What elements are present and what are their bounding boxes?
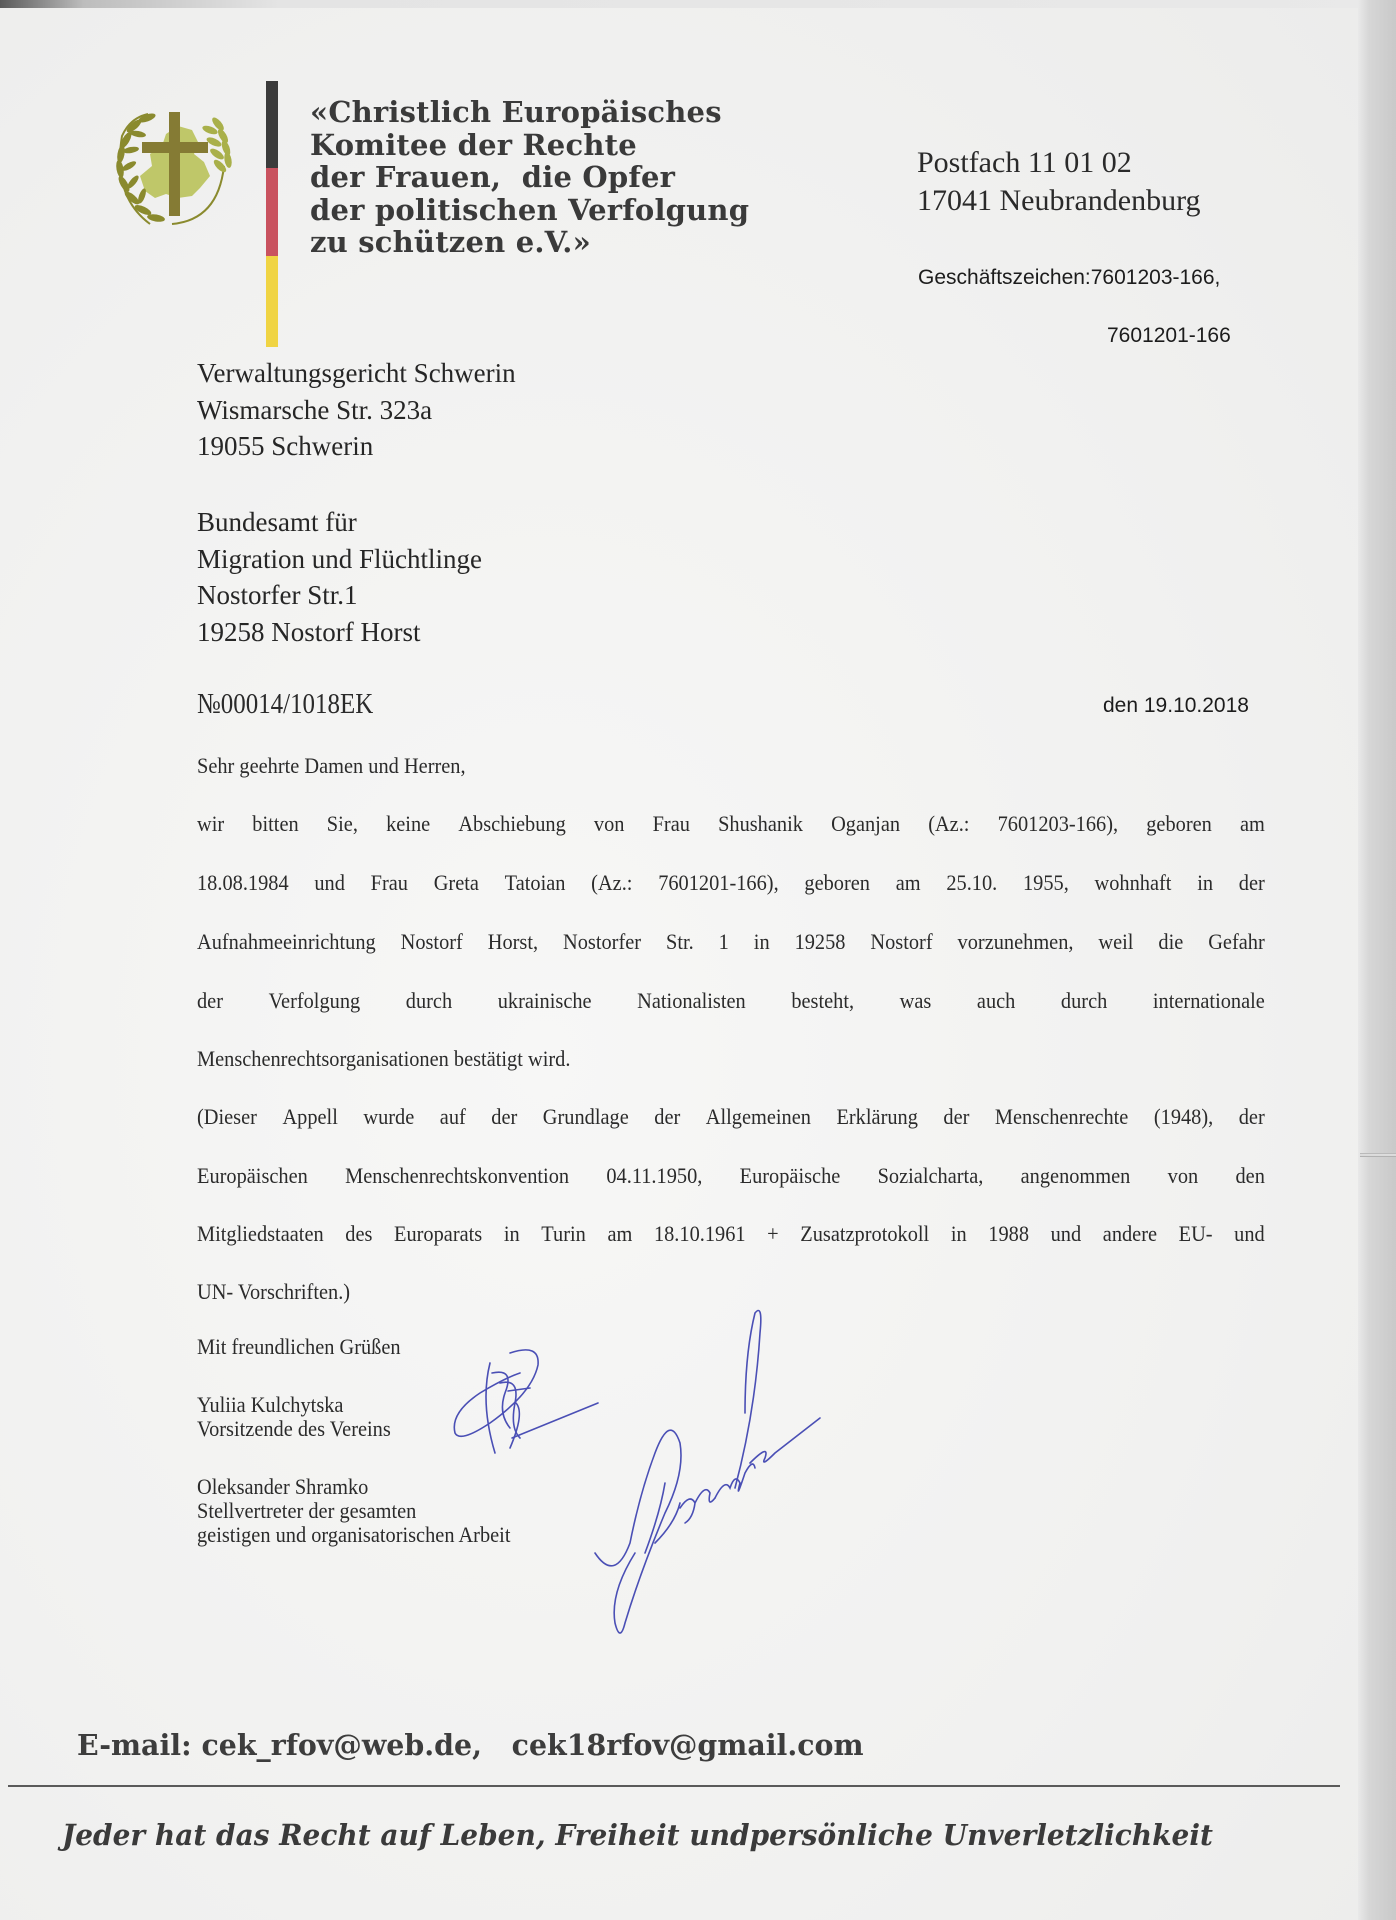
word: der bbox=[1238, 870, 1265, 895]
word: der bbox=[1238, 1104, 1265, 1129]
word: Nostorf bbox=[400, 929, 463, 954]
word: 1988 bbox=[988, 1221, 1030, 1246]
word: Frau bbox=[370, 870, 408, 895]
word: und bbox=[1050, 1221, 1082, 1246]
body-line bbox=[197, 1163, 1265, 1189]
word: Allgemeinen bbox=[705, 1104, 811, 1129]
word: Abschiebung bbox=[458, 811, 566, 836]
closing-phrase: Mit freundlichen Grüßen bbox=[197, 1334, 401, 1359]
postfach-city-line: 17041 Neubrandenburg bbox=[917, 184, 1201, 217]
word: den bbox=[1235, 1163, 1265, 1188]
flag-gold-stripe bbox=[266, 256, 278, 347]
word: Erklärung bbox=[836, 1104, 918, 1129]
word: Str. bbox=[666, 929, 694, 954]
address-line: 19055 Schwerin bbox=[197, 431, 374, 461]
flag-red-stripe bbox=[266, 168, 278, 256]
word: am bbox=[1239, 811, 1265, 836]
word: der bbox=[654, 1104, 681, 1129]
word: Turin bbox=[541, 1221, 586, 1246]
word: 25.10. bbox=[946, 870, 998, 895]
word: von bbox=[593, 811, 625, 836]
word: Sozialcharta, bbox=[877, 1163, 984, 1188]
word: und bbox=[1234, 1221, 1265, 1246]
word: in bbox=[1197, 870, 1214, 895]
scan-top-edge bbox=[0, 0, 1396, 8]
word: Grundlage bbox=[542, 1104, 629, 1129]
word: Mitgliedstaaten bbox=[197, 1221, 324, 1246]
word: Nationalisten bbox=[637, 988, 746, 1013]
body-line bbox=[197, 870, 1265, 896]
word: ukrainische bbox=[497, 988, 592, 1013]
word: Tatoian bbox=[504, 870, 566, 895]
body-line: Menschenrechtsorganisationen bestätigt wird. bbox=[197, 1046, 571, 1071]
signatory-name: Yuliia Kulchytska bbox=[197, 1392, 344, 1417]
word: von bbox=[1167, 1163, 1199, 1188]
org-name-line: der Frauen, die Opfer bbox=[310, 160, 676, 194]
word: Zusatzprotokoll bbox=[800, 1221, 930, 1246]
footer-motto: Jeder hat das Recht auf Leben, Freiheit undpersönliche Unverletzlichkeit bbox=[62, 1818, 1213, 1852]
org-name-line: «Christlich Europäisches bbox=[310, 95, 722, 129]
word: 18.10.1961 bbox=[653, 1221, 746, 1246]
word: vorzunehmen, bbox=[957, 929, 1074, 954]
letter-date: den 19.10.2018 bbox=[1103, 694, 1249, 717]
word: in bbox=[753, 929, 770, 954]
word: 1 bbox=[718, 929, 729, 954]
word: bitten bbox=[252, 811, 299, 836]
signatory-role: Stellvertreter der gesamten bbox=[197, 1498, 417, 1523]
word: Appell bbox=[282, 1104, 338, 1129]
word: besteht, bbox=[791, 988, 855, 1013]
word: 19258 bbox=[794, 929, 846, 954]
organization-name bbox=[310, 96, 770, 259]
word: Sie, bbox=[326, 811, 358, 836]
word: geboren bbox=[1146, 811, 1212, 836]
body-line bbox=[197, 811, 1265, 837]
signatory-role: Vorsitzende des Vereins bbox=[197, 1416, 391, 1441]
salutation: Sehr geehrte Damen und Herren, bbox=[197, 753, 466, 778]
word: (Az.: bbox=[591, 870, 633, 895]
address-line: 19258 Nostorf Horst bbox=[197, 616, 421, 647]
word: + bbox=[767, 1221, 779, 1246]
word: Aufnahmeeinrichtung bbox=[197, 929, 376, 954]
word: durch bbox=[405, 988, 453, 1013]
word: Menschenrechte bbox=[994, 1104, 1129, 1129]
word: (1948), bbox=[1153, 1104, 1214, 1129]
word: am bbox=[607, 1221, 633, 1246]
word: EU- bbox=[1178, 1221, 1213, 1246]
word: Oganjan bbox=[831, 811, 901, 836]
body-line: UN- Vorschriften.) bbox=[197, 1279, 351, 1304]
word: 18.08.1984 bbox=[197, 870, 289, 895]
scan-notch bbox=[1360, 1153, 1396, 1157]
word: durch bbox=[1060, 988, 1108, 1013]
body-line bbox=[197, 988, 1265, 1014]
word: wohnhaft bbox=[1094, 870, 1172, 895]
word: und bbox=[314, 870, 345, 895]
letter-page bbox=[0, 8, 1358, 1920]
word: (Dieser bbox=[197, 1104, 257, 1129]
word: des bbox=[345, 1221, 373, 1246]
word: was bbox=[899, 988, 932, 1013]
address-line: Bundesamt für bbox=[197, 507, 357, 537]
word: (Az.: bbox=[928, 811, 970, 836]
word: der bbox=[943, 1104, 970, 1129]
word: Menschenrechtskonvention bbox=[345, 1163, 570, 1188]
word: angenommen bbox=[1020, 1163, 1131, 1188]
word: Greta bbox=[433, 870, 479, 895]
word: Verfolgung bbox=[268, 988, 361, 1013]
word: in bbox=[950, 1221, 967, 1246]
signatory-name: Oleksander Shramko bbox=[197, 1474, 369, 1499]
postfach-line: Postfach 11 01 02 bbox=[917, 146, 1132, 179]
sender-address bbox=[917, 144, 1201, 220]
word: geboren bbox=[804, 870, 870, 895]
word: die bbox=[1158, 929, 1184, 954]
geschaeftszeichen-line-2: 7601201-166 bbox=[1107, 324, 1231, 347]
address-line: Migration und Flüchtlinge bbox=[197, 543, 482, 574]
word: Europäische bbox=[739, 1163, 841, 1188]
body-line bbox=[197, 1221, 1265, 1247]
word: andere bbox=[1102, 1221, 1158, 1246]
reference-number: №00014/1018EK bbox=[197, 688, 374, 720]
word: am bbox=[895, 870, 921, 895]
word: Horst, bbox=[487, 929, 539, 954]
org-name-line: der politischen Verfolgung bbox=[310, 192, 750, 227]
word: Europäischen bbox=[197, 1163, 308, 1188]
recipient-address-court bbox=[197, 355, 516, 465]
footer-divider bbox=[8, 1785, 1340, 1787]
org-name-line: zu schützen e.V.» bbox=[310, 225, 591, 259]
word: Gefahr bbox=[1208, 929, 1265, 954]
word: weil bbox=[1098, 929, 1134, 954]
body-line bbox=[197, 929, 1265, 955]
word: keine bbox=[386, 811, 431, 836]
org-name-line: Komitee der Rechte bbox=[310, 127, 637, 162]
signature-shramko-icon bbox=[585, 1293, 825, 1658]
flag-black-stripe bbox=[266, 81, 278, 168]
address-line: Wismarsche Str. 323a bbox=[197, 394, 433, 425]
address-line: Verwaltungsgericht Schwerin bbox=[197, 358, 516, 388]
recipient-address-bamf bbox=[197, 504, 482, 650]
word: Frau bbox=[652, 811, 690, 836]
signatory-role: geistigen und organisatorischen Arbeit bbox=[197, 1522, 511, 1547]
word: der bbox=[197, 988, 224, 1013]
word: 7601201-166), bbox=[658, 870, 779, 895]
word: Europarats bbox=[394, 1221, 483, 1246]
word: internationale bbox=[1152, 988, 1265, 1013]
word: 7601203-166), bbox=[997, 811, 1119, 836]
geschaeftszeichen-line-1: Geschäftszeichen:7601203-166, bbox=[918, 266, 1221, 289]
word: wir bbox=[197, 811, 225, 836]
body-line bbox=[197, 1104, 1265, 1130]
word: der bbox=[491, 1104, 518, 1129]
word: wurde bbox=[363, 1104, 415, 1129]
word: in bbox=[503, 1221, 520, 1246]
contact-emails: E-mail: cek_rfov@web.de, cek18rfov@gmail.com bbox=[77, 1728, 864, 1762]
word: 04.11.1950, bbox=[606, 1163, 703, 1188]
cross-europe-wreath-logo-icon bbox=[100, 96, 250, 236]
word: auch bbox=[976, 988, 1016, 1013]
german-flag-bar bbox=[266, 81, 278, 347]
word: Nostorf bbox=[870, 929, 933, 954]
word: Shushanik bbox=[718, 811, 803, 836]
scan-right-edge bbox=[1358, 0, 1396, 1920]
word: 1955, bbox=[1022, 870, 1069, 895]
address-line: Nostorfer Str.1 bbox=[197, 580, 358, 610]
word: auf bbox=[439, 1104, 466, 1129]
word: Nostorfer bbox=[563, 929, 642, 954]
